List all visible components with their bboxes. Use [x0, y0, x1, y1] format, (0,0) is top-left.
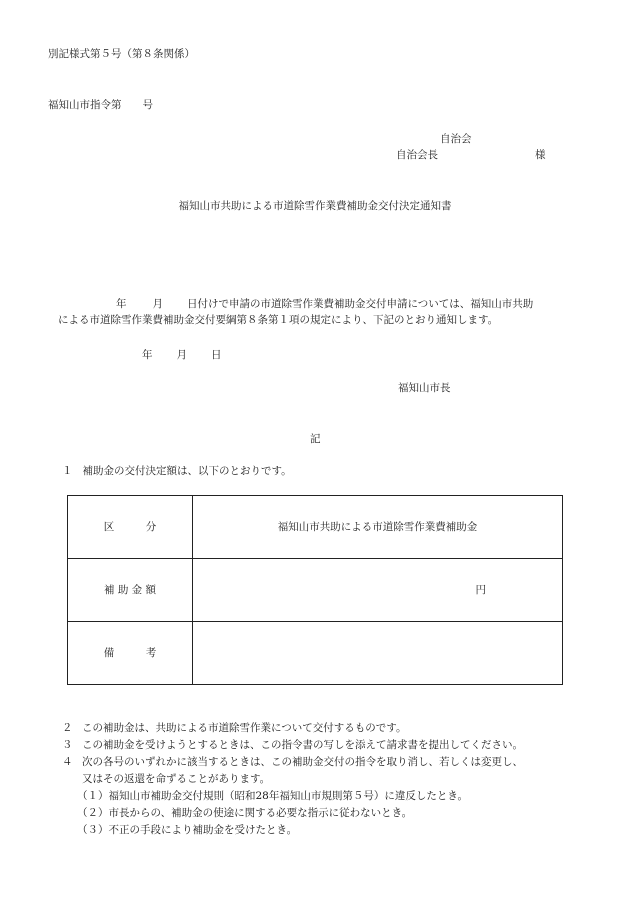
table-label: 補 助 金 額: [68, 559, 193, 622]
subsidy-table: [67, 495, 563, 685]
note-text: 又はその返還を命ずることがあります。: [82, 773, 271, 785]
ki-marker: 記: [310, 433, 321, 445]
table-row: [68, 559, 563, 622]
item-1-number: １: [62, 465, 73, 477]
honorific: 様: [535, 149, 546, 161]
date-line: [142, 348, 222, 362]
table-row: [68, 496, 563, 559]
body-paragraph: [58, 297, 588, 327]
note-number: ３: [62, 739, 73, 751]
note-item: [62, 721, 622, 738]
item-1: [62, 464, 292, 478]
date-month: 月: [176, 349, 187, 361]
table-value: [193, 622, 563, 685]
sub-item: [62, 789, 622, 806]
body-line2: による市道除雪作業費補助金交付要綱第８条第１項の規定により、下記のとおり通知します。: [58, 314, 499, 327]
note-item: [62, 738, 622, 755]
note-number: ２: [62, 722, 73, 734]
document-title: 福知山市共助による市道除雪作業費補助金交付決定通知書: [178, 200, 452, 212]
form-label: 別記様式第５号（第８条関係）: [48, 48, 195, 60]
body-month: 月: [152, 298, 163, 310]
note-item: [62, 755, 622, 772]
date-year: 年: [142, 349, 153, 361]
sub-item-text: （３）不正の手段により補助金を受けたとき。: [77, 824, 298, 836]
notes-list: [62, 721, 622, 840]
note-text: この補助金は、共助による市道除雪作業について交付するものです。: [82, 722, 407, 734]
sub-item-text: （１）福知山市補助金交付規則（昭和28年福知山市規則第５号）に違反したとき。: [77, 790, 468, 802]
note-text: 次の各号のいずれかに該当するときは、この補助金交付の指令を取り消し、若しくは変更し、: [82, 756, 523, 768]
sub-item: [62, 823, 622, 840]
note-number: ４: [62, 756, 73, 768]
addressee-association: 自治会: [440, 133, 472, 145]
addressee-president: 自治会長: [396, 149, 438, 161]
note-item: [62, 772, 622, 789]
table-row: [68, 622, 563, 685]
table-label: 区 分: [68, 496, 193, 559]
order-number: 福知山市指令第 号: [48, 99, 153, 111]
sub-item-text: （２）市長からの、補助金の使途に関する必要な指示に従わないとき。: [77, 807, 413, 819]
body-year: 年: [116, 298, 127, 310]
item-1-text: 補助金の交付決定額は、以下のとおりです。: [82, 465, 292, 477]
note-text: この補助金を受けようとするときは、この指令書の写しを添えて請求書を提出してください。: [82, 739, 523, 751]
sub-item: [62, 806, 622, 823]
issuer: 福知山市長: [398, 382, 451, 394]
table-value: 福知山市共助による市道除雪作業費補助金: [193, 496, 563, 559]
body-line1: 日付けで申請の市道除雪作業費補助金交付申請については、福知山市共助: [187, 298, 534, 310]
table-label: 備 考: [68, 622, 193, 685]
table-value: 円: [193, 559, 563, 622]
date-day: 日: [211, 349, 222, 361]
